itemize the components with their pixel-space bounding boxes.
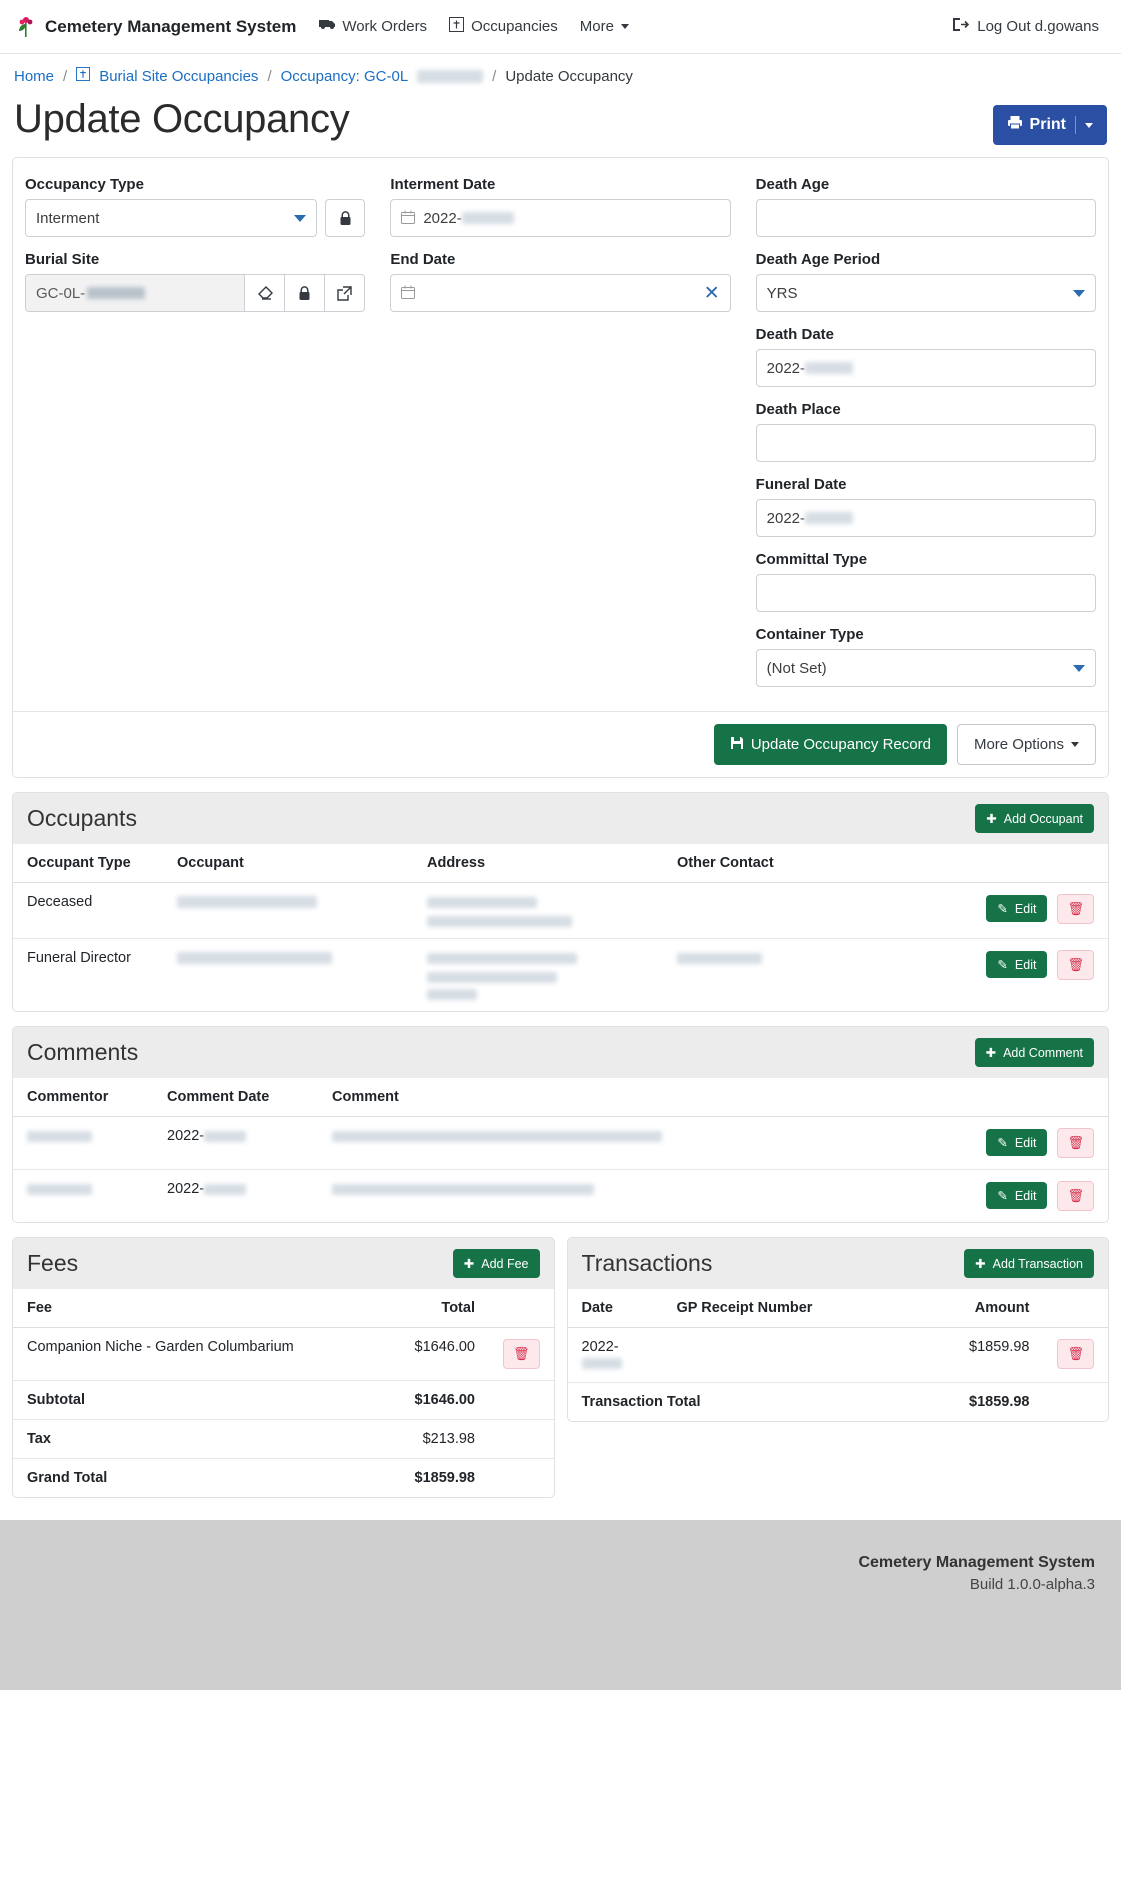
occupants-title: Occupants bbox=[27, 805, 137, 831]
funeral-date-value: 2022- bbox=[766, 509, 806, 527]
field-container-type bbox=[756, 626, 1096, 687]
calendar-icon bbox=[401, 210, 415, 227]
fees-tax-label: Tax bbox=[13, 1420, 379, 1459]
fees-col-total: Total bbox=[379, 1289, 489, 1328]
redacted-occupancy-id bbox=[417, 70, 483, 83]
occupants-header-row bbox=[13, 844, 1108, 883]
transactions-col-actions bbox=[1043, 1289, 1108, 1328]
fee-actions-cell bbox=[489, 1328, 554, 1381]
print-button[interactable] bbox=[993, 105, 1107, 145]
delete-occupant-button[interactable] bbox=[1057, 894, 1094, 924]
redacted-transaction-date bbox=[582, 1358, 622, 1369]
fees-header bbox=[13, 1238, 554, 1289]
add-occupant-button[interactable] bbox=[975, 804, 1094, 833]
redacted-address-line-1 bbox=[427, 897, 537, 908]
interment-date-label: Interment Date bbox=[390, 176, 496, 193]
redacted-comment bbox=[332, 1184, 594, 1195]
print-label: Print bbox=[1029, 116, 1066, 133]
comments-panel bbox=[12, 1026, 1109, 1223]
committal-type-input[interactable] bbox=[756, 574, 1096, 612]
edit-occupant-button[interactable] bbox=[986, 895, 1047, 922]
field-death-age bbox=[756, 176, 1096, 237]
transactions-col-amount: Amount bbox=[910, 1289, 1044, 1328]
redacted-burial-site bbox=[87, 287, 145, 299]
top-navbar bbox=[0, 0, 1121, 54]
transaction-actions-cell bbox=[1043, 1328, 1108, 1383]
close-icon[interactable]: ✕ bbox=[703, 282, 720, 304]
comments-col-actions bbox=[891, 1078, 1108, 1117]
update-occupancy-record-button[interactable] bbox=[714, 724, 947, 765]
comments-header bbox=[13, 1027, 1108, 1078]
occupancy-form-card bbox=[12, 157, 1109, 778]
funeral-date-input[interactable] bbox=[756, 499, 1096, 537]
comments-col-date: Comment Date bbox=[153, 1078, 318, 1117]
redacted-comment-date bbox=[204, 1184, 246, 1195]
transaction-amount-cell: $1859.98 bbox=[910, 1328, 1044, 1383]
plus-icon: ✚ bbox=[986, 812, 997, 826]
field-occupancy-type bbox=[25, 176, 365, 237]
add-comment-label: Add Comment bbox=[1003, 1045, 1083, 1060]
occupant-type-cell: Funeral Director bbox=[27, 950, 131, 966]
fees-panel bbox=[12, 1237, 555, 1498]
field-interment-date bbox=[390, 176, 730, 237]
field-death-date bbox=[756, 326, 1096, 387]
field-committal-type bbox=[756, 551, 1096, 612]
chevron-down-icon bbox=[294, 215, 306, 222]
transaction-date-cell bbox=[568, 1328, 663, 1383]
occupant-actions-cell bbox=[876, 883, 1108, 939]
add-comment-button[interactable] bbox=[975, 1038, 1094, 1067]
field-funeral-date bbox=[756, 476, 1096, 537]
container-type-label: Container Type bbox=[755, 626, 864, 643]
death-age-period-value: YRS bbox=[766, 284, 798, 302]
redacted-occupant-name bbox=[177, 952, 332, 964]
form-column-3 bbox=[756, 176, 1096, 701]
add-transaction-button[interactable] bbox=[964, 1249, 1094, 1278]
redacted-address-line-1 bbox=[427, 953, 577, 964]
occupancy-type-select[interactable] bbox=[25, 199, 317, 237]
more-options-label: More Options bbox=[973, 736, 1064, 753]
comment-date-cell bbox=[153, 1170, 318, 1223]
add-fee-button[interactable] bbox=[453, 1249, 540, 1278]
fee-name-cell: Companion Niche - Garden Columbarium bbox=[13, 1328, 379, 1381]
table-row bbox=[13, 1170, 1108, 1223]
comment-date-value: 2022- bbox=[167, 1128, 205, 1144]
nav-item-occupancies[interactable] bbox=[449, 17, 558, 36]
transactions-panel bbox=[567, 1237, 1110, 1422]
end-date-label: End Date bbox=[390, 251, 456, 268]
add-transaction-label: Add Transaction bbox=[992, 1256, 1083, 1271]
transactions-total-label: Transaction Total bbox=[581, 1394, 701, 1410]
page-footer bbox=[0, 1520, 1121, 1690]
breadcrumb-separator-3: / bbox=[492, 67, 497, 85]
breadcrumb-occupancy[interactable]: Occupancy: GC-0L bbox=[280, 67, 409, 85]
death-date-label: Death Date bbox=[755, 326, 835, 343]
comments-col-commentor: Commentor bbox=[13, 1078, 153, 1117]
occupants-col-type: Occupant Type bbox=[13, 844, 163, 883]
redacted-phone bbox=[677, 953, 762, 964]
commentor-cell bbox=[13, 1170, 153, 1223]
death-age-input[interactable] bbox=[756, 199, 1096, 237]
logout-icon bbox=[952, 17, 969, 36]
death-age-label: Death Age bbox=[755, 176, 830, 193]
logout-button[interactable] bbox=[952, 17, 1105, 36]
field-death-place bbox=[756, 401, 1096, 462]
container-type-select[interactable] bbox=[756, 649, 1096, 687]
occupants-col-actions bbox=[876, 844, 1108, 883]
form-column-1 bbox=[25, 176, 365, 701]
trash-icon: 🗑 bbox=[1067, 1188, 1084, 1203]
occupant-address-cell bbox=[413, 883, 663, 939]
interment-date-value: 2022- bbox=[423, 209, 462, 227]
fees-header-row bbox=[13, 1289, 554, 1328]
redacted-commentor bbox=[27, 1184, 92, 1195]
table-row bbox=[13, 1117, 1108, 1170]
comments-header-row bbox=[13, 1078, 1108, 1117]
death-place-label: Death Place bbox=[755, 401, 841, 418]
more-options-button[interactable] bbox=[957, 724, 1096, 765]
transactions-total-row bbox=[568, 1383, 1109, 1422]
burial-site-open-button[interactable] bbox=[325, 274, 365, 312]
fees-grand-total-spacer bbox=[489, 1459, 554, 1498]
chevron-down-icon bbox=[1073, 290, 1085, 297]
fees-col-actions bbox=[489, 1289, 554, 1328]
plus-icon: ✚ bbox=[463, 1257, 475, 1271]
transactions-total-value: $1859.98 bbox=[969, 1394, 1030, 1410]
edit-comment-button[interactable] bbox=[986, 1182, 1047, 1209]
page-title: Update Occupancy bbox=[14, 97, 350, 141]
occupancy-form-grid bbox=[25, 176, 1096, 701]
delete-fee-button[interactable] bbox=[503, 1339, 540, 1369]
fees-subtotal-spacer bbox=[489, 1381, 554, 1420]
comment-date-value: 2022- bbox=[167, 1181, 205, 1197]
occupancy-type-value: Interment bbox=[36, 209, 100, 227]
edit-occupant-label: Edit bbox=[1014, 901, 1037, 916]
delete-comment-button[interactable] bbox=[1057, 1181, 1094, 1211]
trash-icon: 🗑 bbox=[1067, 901, 1084, 916]
occupant-other-contact-cell bbox=[663, 883, 876, 939]
redacted-death-date bbox=[805, 362, 853, 374]
edit-occupant-button[interactable] bbox=[986, 951, 1047, 978]
add-fee-label: Add Fee bbox=[481, 1256, 529, 1271]
fees-tax-value: $213.98 bbox=[379, 1420, 489, 1459]
update-occupancy-record-label: Update Occupancy Record bbox=[750, 736, 931, 753]
edit-comment-label: Edit bbox=[1014, 1188, 1037, 1203]
edit-comment-label: Edit bbox=[1014, 1135, 1037, 1150]
truck-icon bbox=[318, 18, 335, 35]
pencil-icon: ✎ bbox=[997, 1136, 1008, 1150]
chevron-down-icon bbox=[1071, 742, 1079, 747]
occupants-col-occupant: Occupant bbox=[163, 844, 413, 883]
fees-col-fee: Fee bbox=[13, 1289, 379, 1328]
breadcrumb-burial-site-occupancies[interactable]: Burial Site Occupancies bbox=[99, 67, 259, 85]
commentor-cell bbox=[13, 1117, 153, 1170]
edit-occupant-label: Edit bbox=[1014, 957, 1037, 972]
comment-text-cell bbox=[318, 1117, 891, 1170]
burial-site-lock-button[interactable] bbox=[285, 274, 325, 312]
field-death-age-period bbox=[756, 251, 1096, 312]
pencil-icon: ✎ bbox=[997, 958, 1008, 972]
table-row bbox=[13, 883, 1108, 939]
plus-icon: ✚ bbox=[975, 1257, 986, 1271]
trash-icon: 🗑 bbox=[1067, 1135, 1084, 1150]
burial-site-erase-button[interactable] bbox=[245, 274, 285, 312]
occupants-table bbox=[13, 844, 1108, 1011]
comment-actions-cell bbox=[891, 1117, 1108, 1170]
nav-item-work-orders-label: Work Orders bbox=[342, 18, 428, 35]
container-type-value: (Not Set) bbox=[766, 659, 827, 677]
grave-icon bbox=[449, 17, 464, 36]
fees-tax-row bbox=[13, 1420, 554, 1459]
redacted-funeral-date bbox=[805, 512, 853, 524]
comments-table bbox=[13, 1078, 1108, 1222]
redacted-address-line-2 bbox=[427, 916, 572, 927]
breadcrumb bbox=[0, 54, 1121, 95]
funeral-date-label: Funeral Date bbox=[755, 476, 847, 493]
field-end-date bbox=[390, 251, 730, 312]
transactions-col-date: Date bbox=[568, 1289, 663, 1328]
occupants-col-address: Address bbox=[413, 844, 663, 883]
occupancy-type-label: Occupancy Type bbox=[25, 176, 144, 193]
chevron-down-icon bbox=[621, 24, 629, 29]
calendar-icon bbox=[401, 285, 415, 302]
flower-logo-icon bbox=[16, 15, 36, 39]
end-date-input[interactable] bbox=[390, 274, 730, 312]
nav-item-more[interactable] bbox=[580, 18, 629, 35]
transactions-col-receipt: GP Receipt Number bbox=[663, 1289, 910, 1328]
redacted-occupant-name bbox=[177, 896, 317, 908]
fees-grand-total-label: Grand Total bbox=[27, 1470, 108, 1486]
comment-date-cell bbox=[153, 1117, 318, 1170]
table-row bbox=[568, 1328, 1109, 1383]
transactions-total-spacer bbox=[1043, 1383, 1108, 1422]
delete-comment-button[interactable] bbox=[1057, 1128, 1094, 1158]
print-divider bbox=[1075, 116, 1076, 134]
footer-app-name: Cemetery Management System bbox=[858, 1554, 1095, 1571]
chevron-down-icon bbox=[1085, 123, 1093, 128]
redacted-commentor bbox=[27, 1131, 92, 1142]
burial-site-value: GC-0L- bbox=[36, 284, 86, 302]
redacted-comment-date bbox=[204, 1131, 246, 1142]
field-burial-site bbox=[25, 251, 365, 312]
fees-table bbox=[13, 1289, 554, 1497]
printer-icon bbox=[1007, 115, 1023, 135]
occupant-type-cell: Deceased bbox=[13, 883, 163, 939]
burial-site-label: Burial Site bbox=[25, 251, 100, 268]
comment-text-cell bbox=[318, 1170, 891, 1223]
death-age-period-label: Death Age Period bbox=[755, 251, 881, 268]
transactions-header bbox=[568, 1238, 1109, 1289]
logout-label: Log Out d.gowans bbox=[977, 18, 1099, 35]
fees-transactions-row bbox=[0, 1223, 1121, 1498]
death-place-input[interactable] bbox=[756, 424, 1096, 462]
table-row bbox=[13, 939, 1108, 1012]
page-header bbox=[0, 95, 1121, 145]
transactions-title: Transactions bbox=[581, 1250, 713, 1276]
redacted-interment-date bbox=[462, 212, 514, 224]
fees-subtotal-row bbox=[13, 1381, 554, 1420]
occupant-actions-cell bbox=[876, 939, 1108, 1012]
occupants-panel bbox=[12, 792, 1109, 1012]
transaction-date-value: 2022- bbox=[581, 1339, 619, 1355]
burial-site-input[interactable] bbox=[25, 274, 245, 312]
table-row bbox=[13, 1328, 554, 1381]
fee-total-cell: $1646.00 bbox=[379, 1328, 489, 1381]
breadcrumb-home[interactable]: Home bbox=[14, 67, 55, 85]
transaction-receipt-cell bbox=[663, 1328, 910, 1383]
occupant-address-cell bbox=[413, 939, 663, 1012]
form-column-2 bbox=[390, 176, 730, 701]
nav-item-more-label: More bbox=[579, 18, 614, 35]
occupancy-type-lock-button[interactable] bbox=[325, 199, 365, 237]
death-date-input[interactable] bbox=[756, 349, 1096, 387]
interment-date-input[interactable] bbox=[390, 199, 730, 237]
redacted-address-line-3 bbox=[427, 989, 477, 1000]
fees-tax-spacer bbox=[489, 1420, 554, 1459]
pencil-icon: ✎ bbox=[997, 1189, 1008, 1203]
fees-grand-total-value: $1859.98 bbox=[414, 1470, 475, 1486]
trash-icon: 🗑 bbox=[1067, 957, 1084, 972]
nav-item-occupancies-label: Occupancies bbox=[471, 18, 558, 35]
transactions-header-row bbox=[568, 1289, 1109, 1328]
breadcrumb-separator: / bbox=[63, 67, 68, 85]
grave-small-icon bbox=[76, 67, 90, 85]
delete-transaction-button[interactable] bbox=[1057, 1339, 1094, 1369]
brand-label: Cemetery Management System bbox=[45, 16, 297, 36]
occupants-col-other-contact: Other Contact bbox=[663, 844, 876, 883]
trash-icon: 🗑 bbox=[1067, 1346, 1084, 1361]
occupancy-form-body bbox=[13, 158, 1108, 711]
breadcrumb-current: Update Occupancy bbox=[505, 67, 633, 85]
occupancy-form-footer bbox=[13, 711, 1108, 777]
fees-title: Fees bbox=[27, 1250, 79, 1276]
death-date-value: 2022- bbox=[766, 359, 806, 377]
occupant-other-contact-cell bbox=[663, 939, 876, 1012]
chevron-down-icon bbox=[1073, 665, 1085, 672]
fees-subtotal-value: $1646.00 bbox=[379, 1381, 489, 1420]
fees-grand-total-row bbox=[13, 1459, 554, 1498]
comments-col-comment: Comment bbox=[318, 1078, 891, 1117]
comments-title: Comments bbox=[27, 1039, 139, 1065]
trash-icon: 🗑 bbox=[512, 1346, 530, 1361]
redacted-address-line-2 bbox=[427, 972, 557, 983]
plus-icon: ✚ bbox=[985, 1046, 997, 1060]
comment-actions-cell bbox=[891, 1170, 1108, 1223]
footer-build: Build 1.0.0-alpha.3 bbox=[969, 1576, 1095, 1593]
fees-subtotal-label: Subtotal bbox=[13, 1381, 379, 1420]
nav-item-work-orders[interactable] bbox=[318, 18, 427, 35]
committal-type-label: Committal Type bbox=[755, 551, 868, 568]
edit-comment-button[interactable] bbox=[986, 1129, 1047, 1156]
save-icon bbox=[730, 736, 744, 754]
occupant-name-cell bbox=[163, 939, 413, 1012]
breadcrumb-separator-2: / bbox=[267, 67, 272, 85]
add-occupant-label: Add Occupant bbox=[1003, 811, 1083, 826]
redacted-comment bbox=[332, 1131, 662, 1142]
occupant-name-cell bbox=[163, 883, 413, 939]
death-age-period-select[interactable] bbox=[756, 274, 1096, 312]
pencil-icon: ✎ bbox=[997, 902, 1008, 916]
occupants-header bbox=[13, 793, 1108, 844]
transactions-table bbox=[568, 1289, 1109, 1421]
delete-occupant-button[interactable] bbox=[1057, 950, 1094, 980]
brand[interactable] bbox=[16, 15, 296, 39]
